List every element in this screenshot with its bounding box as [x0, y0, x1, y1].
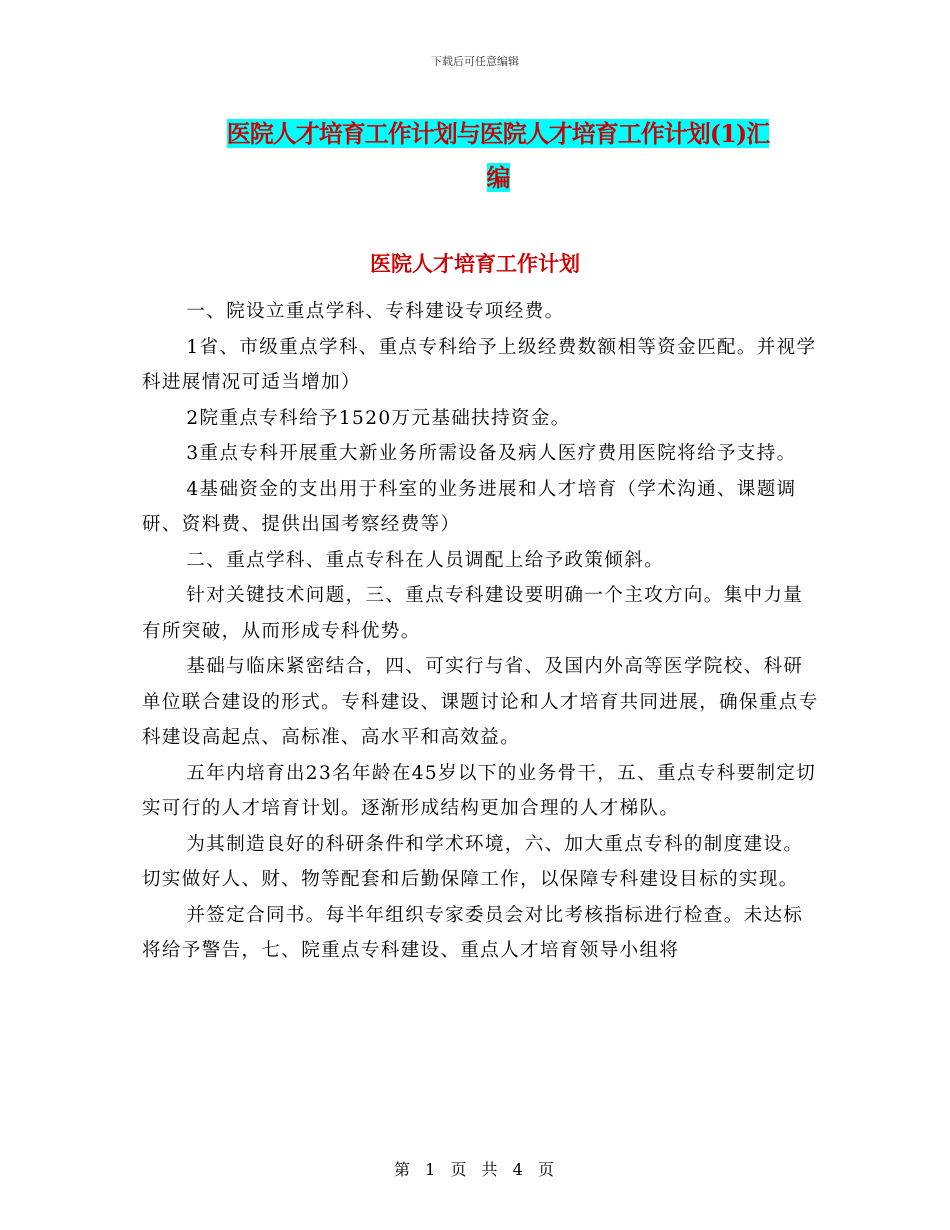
- paragraph: 4基础资金的支出用于科室的业务进展和人才培育（学术沟通、课题调研、资料费、提供出国考察经费等）: [142, 478, 797, 535]
- footer-prefix: 第: [394, 1160, 413, 1179]
- document-title-line2: 编: [486, 163, 510, 192]
- paragraph: 并签定合同书。每半年组织专家委员会对比考核指标进行检查。未达标将给予警告，七、院重点专科建设、重点人才培育领导小组将: [142, 904, 804, 961]
- paragraph: 二、重点学科、重点专科在人员调配上给予政策倾斜。: [186, 549, 664, 571]
- paragraph: 针对关键技术问题，三、重点专科建设要明确一个主攻方向。集中力量有所突破，从而形成专科优势。: [142, 585, 804, 642]
- paragraph: 一、院设立重点学科、专科建设专项经费。: [186, 301, 565, 322]
- document-title: [188, 112, 808, 200]
- paragraph: 1省、市级重点学科、重点专科给予上级经费数额相等资金匹配。并视学科进展情况可适当增加）: [142, 336, 817, 393]
- document-body: [142, 294, 822, 969]
- footer-total-unit: 页: [537, 1160, 556, 1179]
- total-pages: 4: [512, 1160, 525, 1179]
- page-number: 1: [425, 1160, 438, 1179]
- footer-total-prefix: 共: [481, 1160, 500, 1179]
- paragraph: 五年内培育出23名年龄在45岁以下的业务骨干，五、重点专科要制定切实可行的人才培育计划。逐渐形成结构更加合理的人才梯队。: [142, 762, 817, 819]
- page-footer: [0, 1157, 950, 1180]
- section-title: 医院人才培育工作计划: [370, 251, 580, 276]
- paragraph: 为其制造良好的科研条件和学术环境，六、加大重点专科的制度建设。切实做好人、财、物等配套和后勤保障工作，以保障专科建设目标的实现。: [142, 833, 804, 890]
- page-header-note: 下载后可任意编辑: [431, 55, 519, 68]
- paragraph: 2院重点专科给予1520万元基础扶持资金。: [186, 407, 571, 429]
- paragraph: 3重点专科开展重大新业务所需设备及病人医疗费用医院将给予支持。: [186, 443, 797, 464]
- document-title-line1: 医院人才培育工作计划与医院人才培育工作计划(1)汇: [226, 119, 770, 148]
- footer-page-unit: 页: [450, 1160, 469, 1179]
- paragraph: 基础与临床紧密结合，四、可实行与省、及国内外高等医学院校、科研单位联合建设的形式。专科建设、课题讨论和人才培育共同进展，确保重点专科建设高起点、高标准、高水平和高效益。: [142, 656, 819, 748]
